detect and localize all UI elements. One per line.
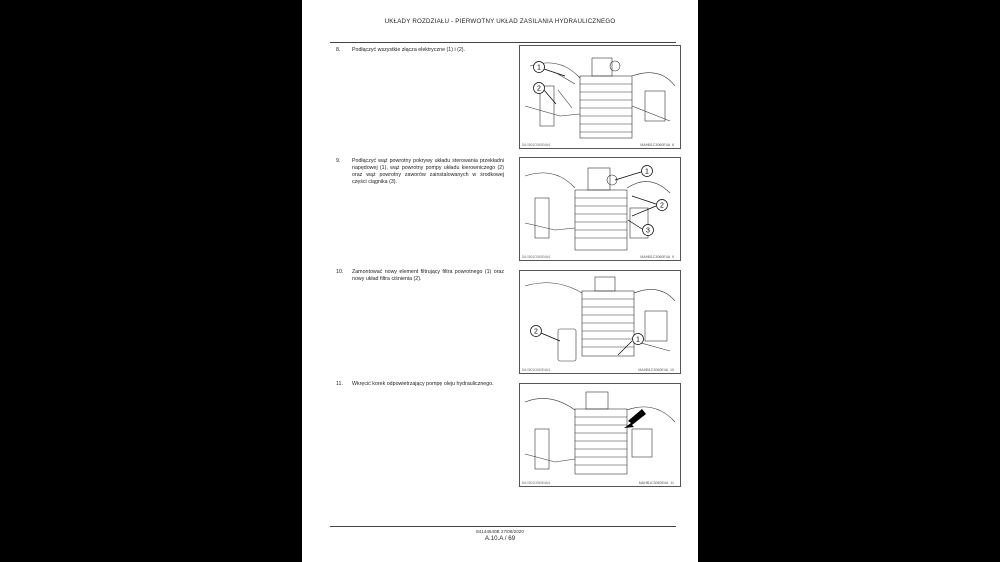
figure-caption: DA 0001C060E4A/1: [522, 368, 551, 372]
engine-illustration: [520, 158, 680, 260]
footer-rule: [330, 526, 676, 527]
step-number: 9.: [336, 158, 341, 164]
callout-2-label: 2: [534, 328, 538, 336]
engine-illustration: [520, 384, 680, 486]
figure-code: MAHB1C3060E4A 11: [638, 481, 674, 485]
step-number: 10.: [336, 269, 344, 275]
step-text: Zamontować nowy element filtrujący filtra powrotnego (1) oraz nowy układ filtra ciśnienia (2).: [352, 269, 504, 282]
figure-code: MAHB1C3060E4A 8: [640, 143, 674, 147]
callout-1-label: 1: [645, 168, 649, 176]
figure-code: MAHB1C3060E4A 10: [638, 368, 674, 372]
callout-1-label: 1: [636, 336, 640, 344]
figure-caption: DA 0001C060E4A/1: [522, 255, 551, 259]
figure-caption: DA 0001C060E4A/1: [522, 481, 551, 485]
footer-code: 84144540B 27/08/2020: [476, 529, 524, 534]
engine-illustration: [520, 271, 680, 373]
callout-1-label: 1: [537, 64, 541, 72]
callout-2-label: 2: [537, 85, 541, 93]
page-number: A.10.A / 69: [484, 535, 516, 542]
step-text: Podłączyć wąż powrotny pokrywy układu sterowania przekładni napędowej (1), wąż powrotny pompy układu kierowniczego (2) oraz wąż powrotny zaworów zainstalowanych w środkowej części ciągnika (3).: [352, 158, 504, 185]
step-text: Wkręcić korek odpowietrzający pompę oleju hydraulicznego.: [352, 381, 494, 387]
figure-step-11: [519, 383, 681, 487]
step-number: 11.: [336, 381, 343, 387]
figure-step-8: [519, 45, 681, 149]
callout-3-label: 3: [646, 227, 650, 235]
step-text: Podłączyć wszystkie złącza elektryczne (1) i (2).: [352, 47, 466, 53]
step-number: 8.: [336, 47, 341, 53]
figure-caption: DA 0001C060E4A/1: [522, 143, 551, 147]
figure-step-10: [519, 270, 681, 374]
engine-illustration: [520, 46, 680, 148]
callout-2-label: 2: [660, 202, 664, 210]
figure-code: MAHB1C3060E4A 9: [640, 255, 674, 259]
page-header: UKŁADY ROZDZIAŁU - PIERWOTNY UKŁAD ZASILANIA HYDRAULICZNEGO: [384, 18, 616, 25]
figure-step-9: [519, 157, 681, 261]
header-rule: [330, 42, 676, 43]
manual-page: [302, 0, 698, 562]
